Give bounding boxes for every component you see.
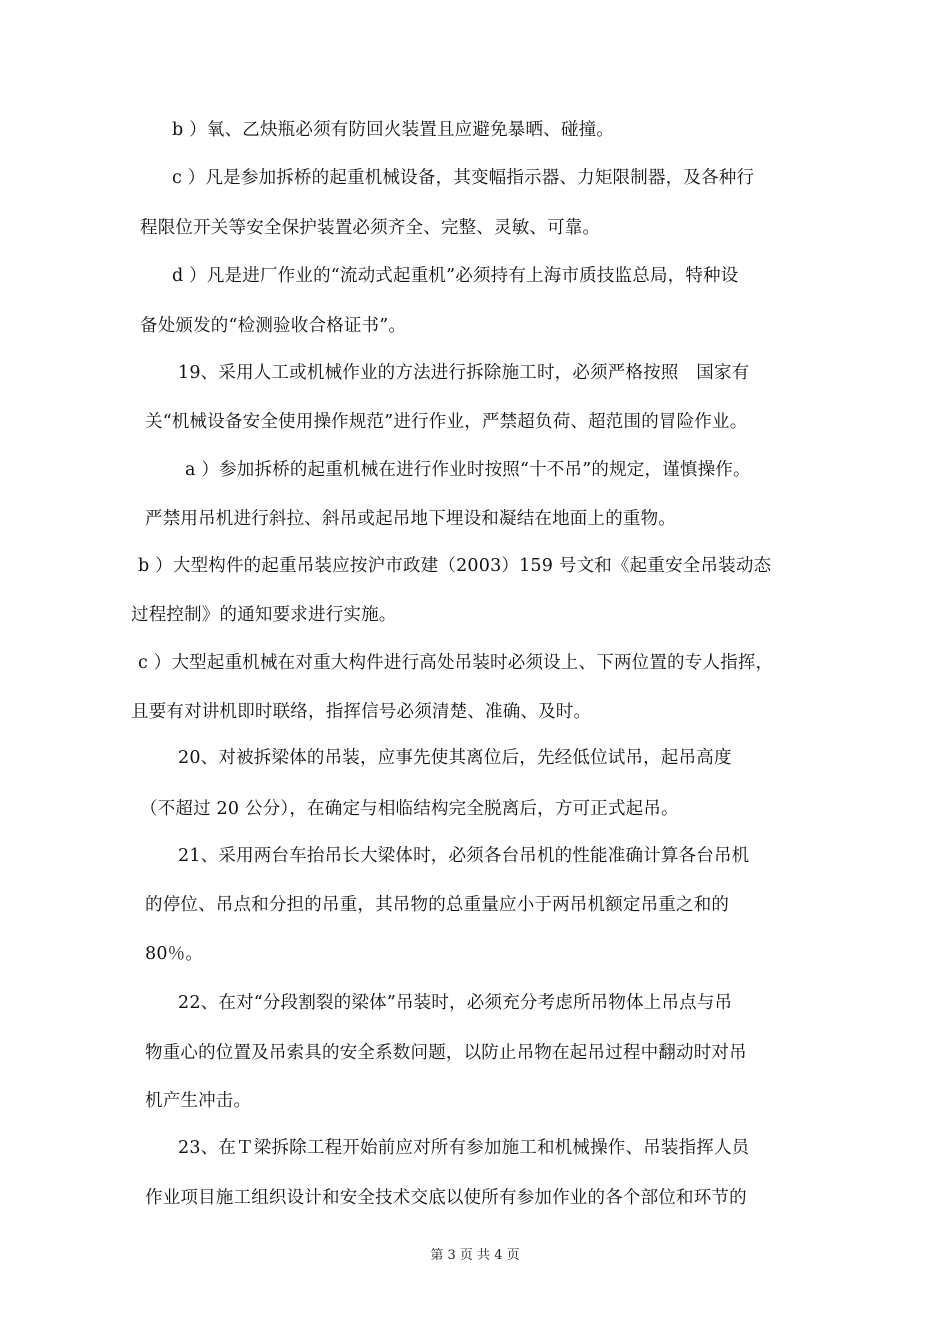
paragraph-line: a ）参加拆桥的起重机械在进行作业时按照“十不吊”的规定，谨慎操作。 xyxy=(185,460,751,480)
paragraph-line: 且要有对讲机即时联络，指挥信号必须清楚、准确、及时。 xyxy=(131,702,592,722)
paragraph-line: 过程控制》的通知要求进行实施。 xyxy=(131,605,397,625)
page-number-footer: 第 3 页 共 4 页 xyxy=(430,1248,520,1263)
paragraph-line: 程限位开关等安全保护装置必须齐全、完整、灵敏、可靠。 xyxy=(140,218,601,238)
paragraph-line: 20、对被拆梁体的吊装，应事先使其离位后，先经低位试吊，起吊高度 xyxy=(178,748,732,768)
paragraph-line: 关“机械设备安全使用操作规范”进行作业，严禁超负荷、超范围的冒险作业。 xyxy=(145,412,748,432)
paragraph-line: （不超过 20 公分），在确定与相临结构完全脱离后，方可正式起吊。 xyxy=(140,799,679,819)
paragraph-line: 备处颁发的“检测验收合格证书”。 xyxy=(140,316,407,336)
paragraph-line: 严禁用吊机进行斜拉、斜吊或起吊地下埋设和凝结在地面上的重物。 xyxy=(145,509,676,529)
paragraph-line: b ）大型构件的起重吊装应按沪市政建（2003）159 号文和《起重安全吊装动态 xyxy=(138,556,772,576)
paragraph-line: 80％。 xyxy=(145,944,204,964)
paragraph-line: 19、采用人工或机械作业的方法进行拆除施工时，必须严格按照 国家有 xyxy=(178,363,750,383)
paragraph-line: 的停位、吊点和分担的吊重，其吊物的总重量应小于两吊机额定吊重之和的 xyxy=(145,895,730,915)
paragraph-line: 22、在对“分段割裂的梁体”吊装时，必须充分考虑所吊物体上吊点与吊 xyxy=(178,993,733,1013)
paragraph-line: d ）凡是进厂作业的“流动式起重机”必须持有上海市质技监总局，特种设 xyxy=(172,266,739,286)
paragraph-line: 23、在Ｔ梁拆除工程开始前应对所有参加施工和机械操作、吊装指挥人员 xyxy=(178,1138,750,1158)
paragraph-line: 机产生冲击。 xyxy=(145,1091,252,1111)
paragraph-line: 物重心的位置及吊索具的安全系数问题，以防止吊物在起吊过程中翻动时对吊 xyxy=(145,1043,747,1063)
paragraph-line: c ）大型起重机械在对重大构件进行高处吊装时必须设上、下两位置的专人指挥， xyxy=(138,653,774,673)
paragraph-line: 21、采用两台车抬吊长大梁体时，必须各台吊机的性能准确计算各台吊机 xyxy=(178,846,750,866)
paragraph-line: 作业项目施工组织设计和安全技术交底以使所有参加作业的各个部位和环节的 xyxy=(145,1188,747,1208)
paragraph-line: c ）凡是参加拆桥的起重机械设备，其变幅指示器、力矩限制器，及各种行 xyxy=(172,168,755,188)
paragraph-line: b ）氧、乙炔瓶必须有防回火装置且应避免暴晒、碰撞。 xyxy=(172,120,614,140)
